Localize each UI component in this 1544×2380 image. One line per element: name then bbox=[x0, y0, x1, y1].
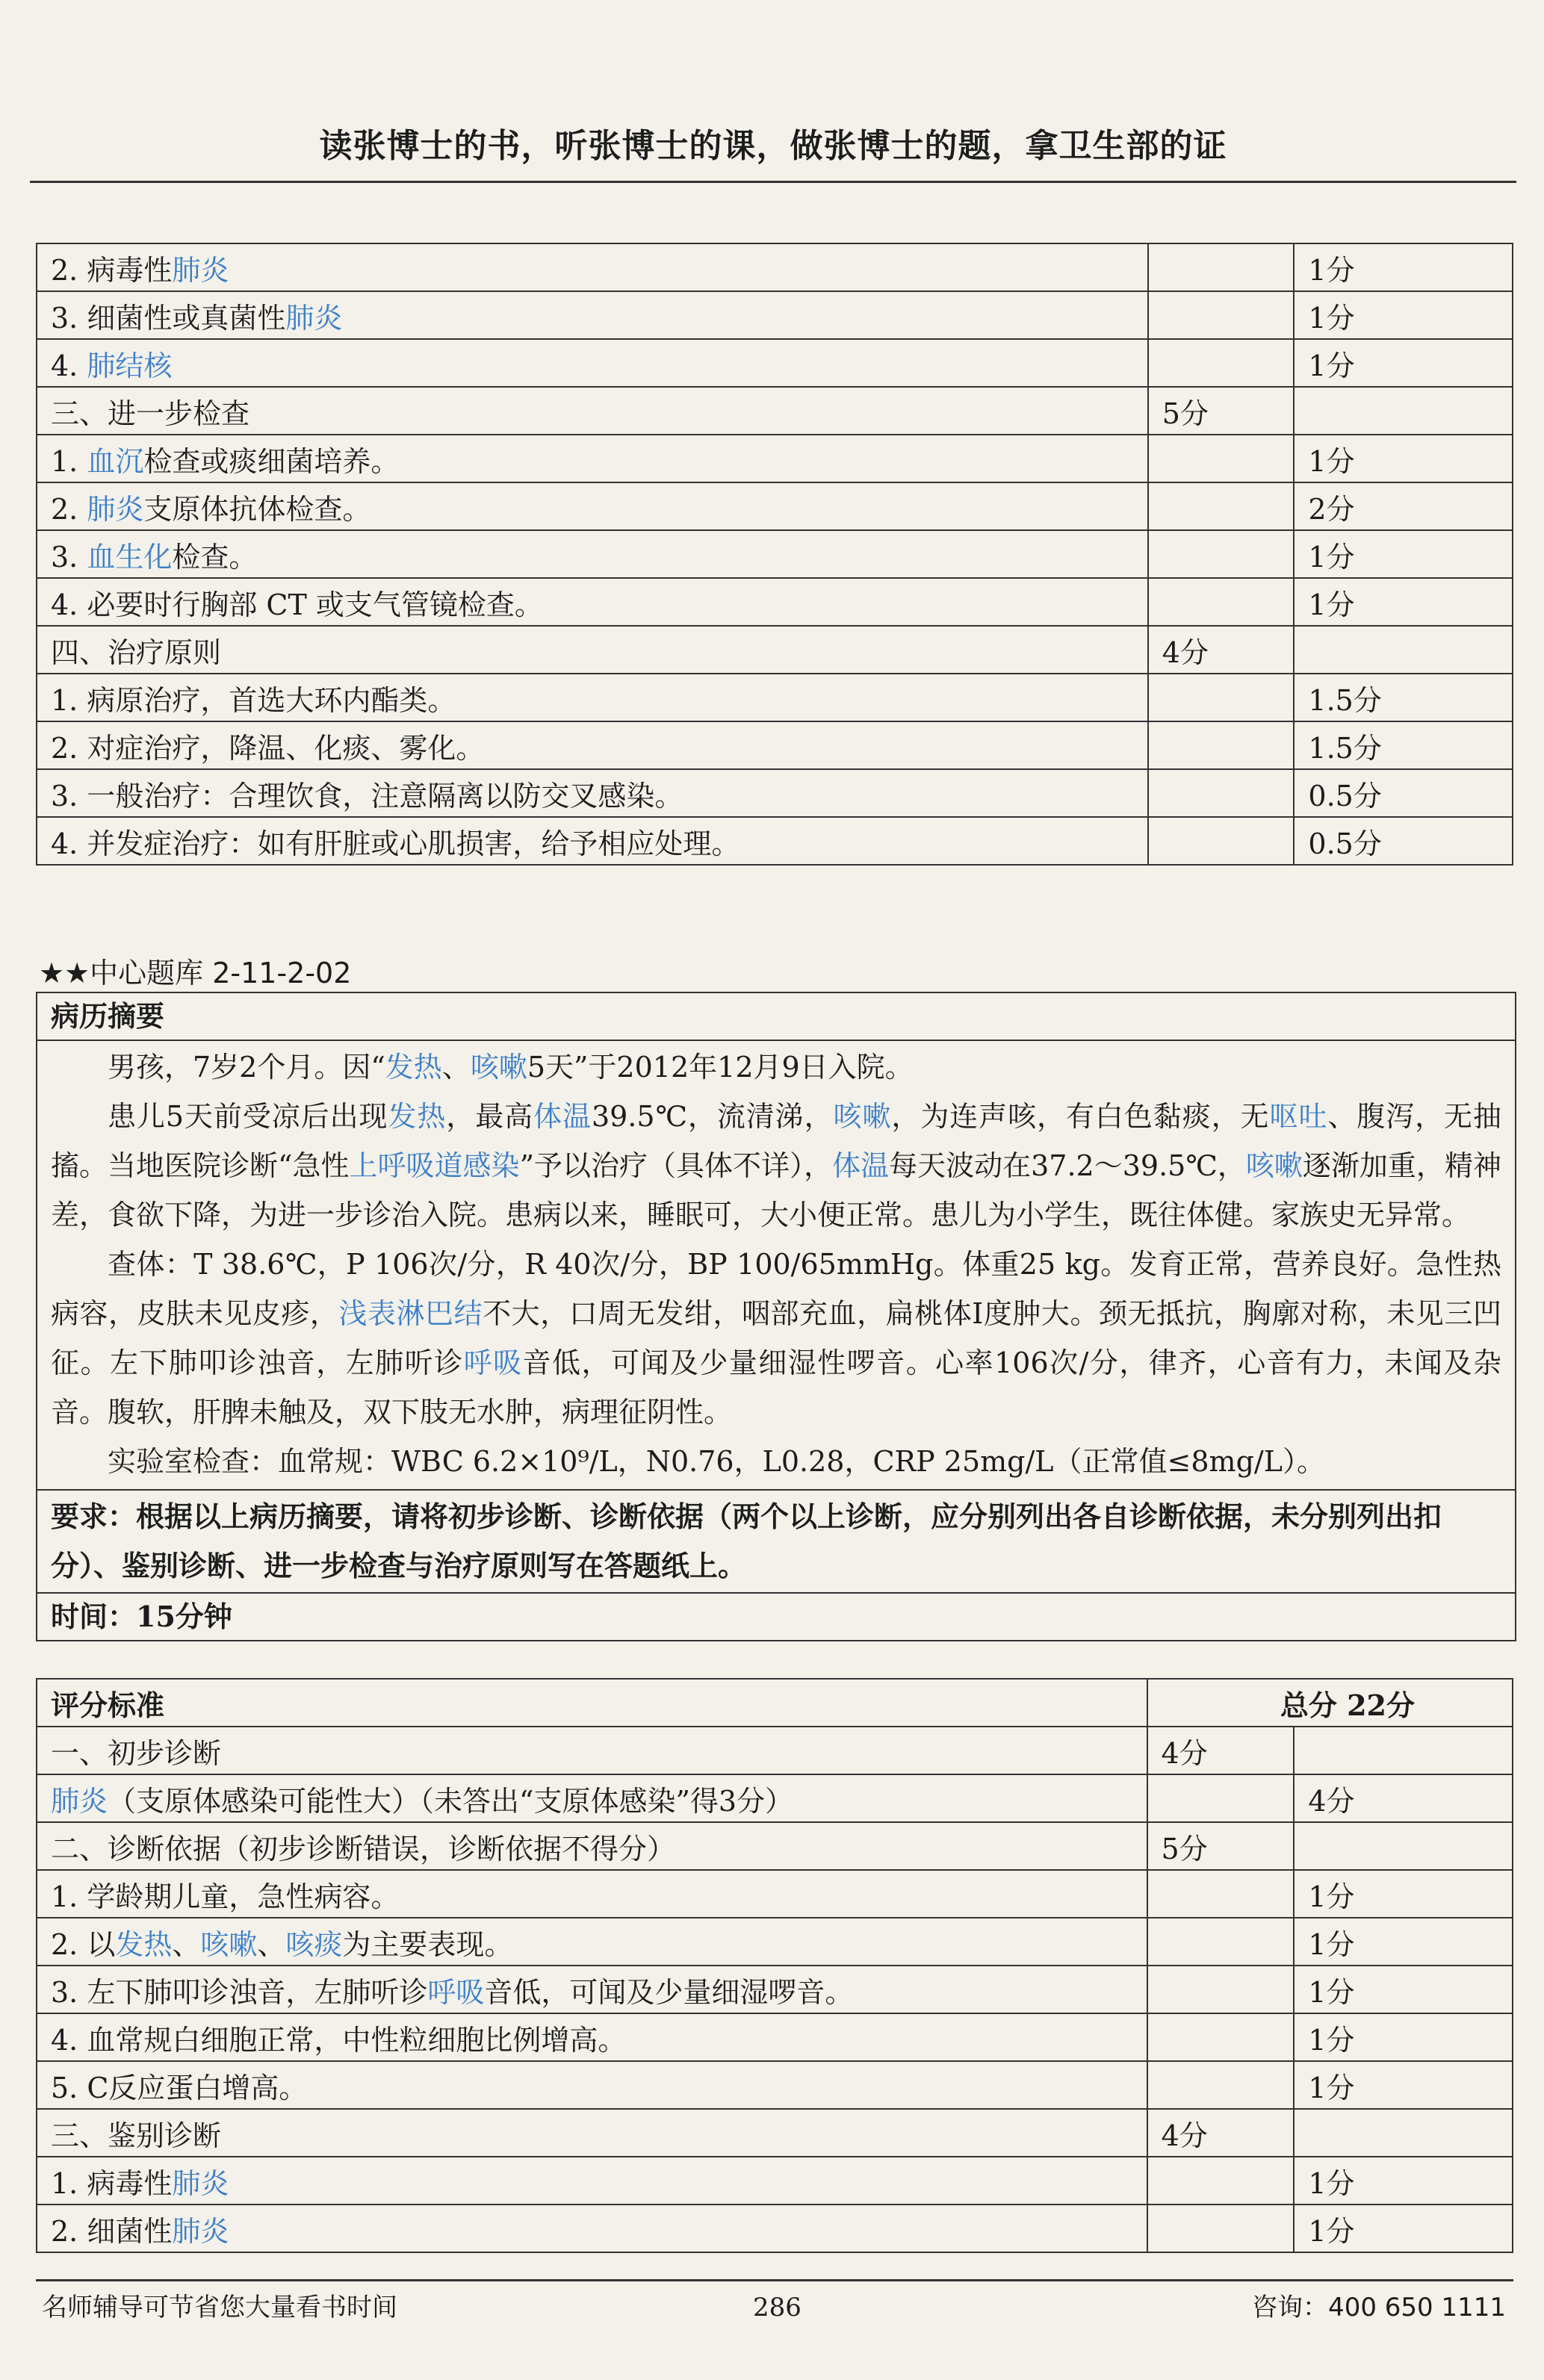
item-keyword: 肺炎 bbox=[172, 2214, 229, 2248]
table-row bbox=[37, 1870, 1513, 1918]
page-footer bbox=[36, 2279, 1513, 2334]
item-cell bbox=[37, 1918, 1147, 1966]
table-row bbox=[37, 243, 1513, 291]
table-row bbox=[37, 817, 1513, 865]
table-row bbox=[37, 1774, 1513, 1822]
case-text: 患儿5天前受凉后出现 bbox=[108, 1100, 388, 1133]
item-text: 2. bbox=[51, 492, 87, 526]
table-row bbox=[37, 578, 1513, 626]
item-score-cell bbox=[1294, 1727, 1513, 1774]
item-keyword: 呼吸 bbox=[427, 1975, 485, 2009]
case-keyword: 发热 bbox=[385, 1051, 442, 1084]
item-text: 三、鉴别诊断 bbox=[51, 2119, 222, 2152]
item-text: 评分标准 bbox=[51, 1688, 165, 1722]
item-cell bbox=[37, 1679, 1147, 1727]
table-row bbox=[37, 387, 1513, 435]
item-keyword: 肺炎 bbox=[172, 253, 229, 287]
question-bank-label: ★★中心题库 2-11-2-02 bbox=[39, 957, 352, 989]
item-score-cell: 1分 bbox=[1294, 2205, 1513, 2252]
section-score-cell bbox=[1148, 291, 1295, 339]
item-score-cell: 1分 bbox=[1294, 339, 1513, 387]
case-keyword: 体温 bbox=[832, 1149, 890, 1182]
item-score-cell: 2分 bbox=[1294, 482, 1513, 530]
table-row bbox=[37, 1727, 1513, 1774]
section-score-cell bbox=[1148, 674, 1295, 721]
section-score-cell bbox=[1147, 1966, 1295, 2013]
table-row bbox=[37, 530, 1513, 578]
section-score-cell bbox=[1148, 817, 1295, 865]
case-summary-body bbox=[37, 1041, 1515, 1489]
item-score-cell: 1分 bbox=[1294, 291, 1513, 339]
item-score-cell: 1分 bbox=[1294, 2061, 1513, 2109]
total-score-cell: 总分 22分 bbox=[1147, 1679, 1513, 1727]
item-text: 三、进一步检查 bbox=[51, 397, 250, 430]
item-text: 1. 学龄期儿童，急性病容。 bbox=[51, 1880, 400, 1913]
item-score-cell: 1分 bbox=[1294, 1966, 1513, 2013]
case-summary-title: 病历摘要 bbox=[37, 992, 1515, 1041]
case-text: 39.5℃，流清涕， bbox=[591, 1100, 834, 1133]
case-paragraph-1 bbox=[51, 1043, 1501, 1092]
case-text: 、 bbox=[441, 1051, 471, 1084]
table-row bbox=[37, 1679, 1513, 1727]
case-text: 、腹泻，无抽搐。当地医院诊断“急性 bbox=[51, 1100, 1501, 1182]
case-keyword: 呼吸 bbox=[463, 1346, 523, 1379]
item-score-cell: 1分 bbox=[1294, 1870, 1513, 1918]
item-keyword: 发热 bbox=[115, 1927, 173, 1961]
item-score-cell: 1分 bbox=[1294, 243, 1513, 291]
item-keyword: 肺结核 bbox=[87, 349, 173, 382]
case-keyword: 呕吐 bbox=[1269, 1100, 1328, 1133]
item-score-cell: 1分 bbox=[1294, 2157, 1513, 2205]
case-paragraph-2 bbox=[51, 1092, 1501, 1240]
item-cell bbox=[37, 1966, 1147, 2013]
item-text: 四、治疗原则 bbox=[51, 636, 222, 669]
item-score-cell: 0.5分 bbox=[1294, 817, 1513, 865]
item-cell bbox=[37, 2157, 1147, 2205]
case-text: ，最高 bbox=[446, 1100, 534, 1133]
table-row bbox=[37, 2205, 1513, 2252]
item-text: 为主要表现。 bbox=[342, 1927, 513, 1961]
table-row bbox=[37, 482, 1513, 530]
case-text: 查体：T 38.6℃，P 106次/分，R 40次/分，BP 100/65mmHg。体重25 kg。发育正常，营养良好。急性热病容，皮肤未见皮疹， bbox=[51, 1248, 1501, 1330]
page-header-title: 读张博士的书，听张博士的课，做张博士的题，拿卫生部的证 bbox=[30, 112, 1516, 183]
case-time-limit: 时间：15分钟 bbox=[37, 1594, 1515, 1641]
section-score-cell bbox=[1147, 1870, 1295, 1918]
item-keyword: 肺炎 bbox=[172, 2166, 229, 2200]
item-cell bbox=[37, 2109, 1147, 2157]
footer-slogan: 名师辅导可节省您大量看书时间 bbox=[42, 2293, 397, 2322]
case-keyword: 上呼吸道感染 bbox=[349, 1149, 520, 1182]
item-score-cell: 1分 bbox=[1294, 1918, 1513, 1966]
item-text: 1. 病毒性 bbox=[51, 2166, 173, 2200]
item-cell bbox=[37, 769, 1148, 817]
table-row bbox=[37, 2157, 1513, 2205]
item-cell bbox=[37, 721, 1148, 769]
item-keyword: 咳痰 bbox=[285, 1927, 343, 1961]
table-row bbox=[37, 769, 1513, 817]
case-text: 逐渐加重，精神差，食欲下降，为进一步诊治入院。患病以来，睡眠可，大小便正常。患儿为小学生，既往体健。家族史无异常。 bbox=[51, 1149, 1501, 1231]
item-keyword: 血生化 bbox=[87, 540, 173, 574]
item-text: 1. bbox=[51, 444, 87, 478]
section-score-cell bbox=[1147, 2205, 1295, 2252]
table-row bbox=[37, 291, 1513, 339]
item-score-cell: 1.5分 bbox=[1294, 674, 1513, 721]
section-score-cell: 4分 bbox=[1147, 2109, 1295, 2157]
case-text: ，为连声咳，有白色黏痰，无 bbox=[891, 1100, 1270, 1133]
section-score-cell bbox=[1147, 1918, 1295, 1966]
item-score-cell: 1.5分 bbox=[1294, 721, 1513, 769]
page-number: 286 bbox=[753, 2293, 802, 2322]
case-keyword: 咳嗽 bbox=[1245, 1149, 1303, 1182]
case-text: 音低，可闻及少量细湿性啰音。心率106次/分，律齐，心音有力，未闻及杂音。腹软，肝脾未触及，双下肢无水肿，病理征阴性。 bbox=[51, 1346, 1501, 1429]
item-keyword: 肺炎 bbox=[51, 1784, 108, 1818]
table-row bbox=[37, 1918, 1513, 1966]
section-score-cell: 5分 bbox=[1147, 1822, 1295, 1870]
case-keyword: 咳嗽 bbox=[470, 1051, 527, 1084]
case-section bbox=[36, 992, 1516, 1641]
item-cell bbox=[37, 1822, 1147, 1870]
item-text: 4. 并发症治疗：如有肝脏或心肌损害，给予相应处理。 bbox=[51, 827, 740, 860]
table-row bbox=[37, 2109, 1513, 2157]
item-keyword: 咳嗽 bbox=[200, 1927, 258, 1961]
section-score-cell bbox=[1148, 482, 1295, 530]
section-score-cell bbox=[1147, 1774, 1295, 1822]
case-paragraph-lab: 实验室检查：血常规：WBC 6.2×10⁹/L，N0.76，L0.28，CRP 25mg/L（正常值≤8mg/L）。 bbox=[108, 1445, 1325, 1478]
scoring-table-top bbox=[36, 243, 1513, 866]
item-text: 4. 必要时行胸部 CT 或支气管镜检查。 bbox=[51, 588, 543, 621]
section-score-cell bbox=[1148, 578, 1295, 626]
item-keyword: 血沉 bbox=[87, 444, 144, 478]
item-text: 2. 以 bbox=[51, 1927, 116, 1961]
case-text: 5天”于2012年12月9日入院。 bbox=[527, 1051, 914, 1084]
section-score-cell bbox=[1148, 721, 1295, 769]
item-cell bbox=[37, 1727, 1147, 1774]
section-score-cell bbox=[1147, 2157, 1295, 2205]
item-text: 4. 血常规白细胞正常，中性粒细胞比例增高。 bbox=[51, 2023, 627, 2057]
section-score-cell bbox=[1148, 243, 1295, 291]
item-text: （支原体感染可能性大）（未答出“支原体感染”得3分） bbox=[108, 1784, 794, 1818]
item-score-cell: 1分 bbox=[1294, 435, 1513, 482]
item-cell bbox=[37, 578, 1148, 626]
section-score-cell: 5分 bbox=[1148, 387, 1295, 435]
section-score-cell bbox=[1147, 2013, 1295, 2061]
item-score-cell bbox=[1294, 387, 1513, 435]
item-score-cell: 1分 bbox=[1294, 2013, 1513, 2061]
item-text: 支原体抗体检查。 bbox=[143, 492, 371, 526]
section-score-cell: 4分 bbox=[1148, 626, 1295, 674]
item-text: 一、初步诊断 bbox=[51, 1736, 222, 1770]
item-cell bbox=[37, 435, 1148, 482]
item-text: 音低，可闻及少量细湿啰音。 bbox=[484, 1975, 854, 2009]
item-text: 3. 左下肺叩诊浊音，左肺听诊 bbox=[51, 1975, 428, 2009]
item-cell bbox=[37, 482, 1148, 530]
item-cell bbox=[37, 530, 1148, 578]
item-text: 检查。 bbox=[172, 540, 258, 574]
item-cell bbox=[37, 817, 1148, 865]
item-score-cell: 1分 bbox=[1294, 578, 1513, 626]
item-cell bbox=[37, 243, 1148, 291]
item-cell bbox=[37, 626, 1148, 674]
case-paragraph-3 bbox=[51, 1240, 1501, 1437]
item-text: 5. C反应蛋白增高。 bbox=[51, 2071, 308, 2104]
item-cell bbox=[37, 2205, 1147, 2252]
item-text: 2. 对症治疗，降温、化痰、雾化。 bbox=[51, 731, 485, 765]
case-text: 不大，口周无发绀，咽部充血，扁桃体Ⅰ度肿大。颈无抵抗，胸廓对称，未见三凹征。左下肺叩诊浊音，左肺听诊 bbox=[51, 1297, 1501, 1379]
table-row bbox=[37, 339, 1513, 387]
item-score-cell bbox=[1294, 2109, 1513, 2157]
item-text: 1. 病原治疗，首选大环内酯类。 bbox=[51, 683, 456, 717]
case-text: 每天波动在37.2～39.5℃， bbox=[889, 1149, 1246, 1182]
item-text: 3. 细菌性或真菌性 bbox=[51, 301, 286, 335]
section-score-cell bbox=[1147, 2061, 1295, 2109]
item-text: 二、诊断依据（初步诊断错误，诊断依据不得分） bbox=[51, 1832, 676, 1865]
table-row bbox=[37, 435, 1513, 482]
item-score-cell: 1分 bbox=[1294, 530, 1513, 578]
case-requirement: 要求：根据以上病历摘要，请将初步诊断、诊断依据（两个以上诊断，应分别列出各自诊断依据，未分别列出扣分）、鉴别诊断、进一步检查与治疗原则写在答题纸上。 bbox=[37, 1489, 1515, 1594]
scoring-table-bottom bbox=[36, 1678, 1513, 2253]
item-text: 2. 病毒性 bbox=[51, 253, 173, 287]
item-score-cell bbox=[1294, 626, 1513, 674]
item-keyword: 肺炎 bbox=[285, 301, 343, 335]
table-row bbox=[37, 1966, 1513, 2013]
table-row bbox=[37, 626, 1513, 674]
item-text: 4. bbox=[51, 349, 87, 382]
item-score-cell bbox=[1294, 1822, 1513, 1870]
case-text: ”予以治疗（具体不详）， bbox=[519, 1149, 833, 1182]
case-keyword: 浅表淋巴结 bbox=[338, 1297, 483, 1330]
table-row bbox=[37, 674, 1513, 721]
item-text: 、 bbox=[257, 1927, 286, 1961]
item-score-cell: 4分 bbox=[1294, 1774, 1513, 1822]
case-keyword: 体温 bbox=[533, 1100, 592, 1133]
item-keyword: 肺炎 bbox=[87, 492, 144, 526]
section-score-cell bbox=[1148, 339, 1295, 387]
item-text: 3. 一般治疗：合理饮食，注意隔离以防交叉感染。 bbox=[51, 779, 683, 813]
section-score-cell bbox=[1148, 769, 1295, 817]
case-keyword: 咳嗽 bbox=[833, 1100, 892, 1133]
item-text: 、 bbox=[172, 1927, 201, 1961]
case-keyword: 发热 bbox=[388, 1100, 447, 1133]
section-score-cell: 4分 bbox=[1147, 1727, 1295, 1774]
item-cell bbox=[37, 2013, 1147, 2061]
item-cell bbox=[37, 1870, 1147, 1918]
item-text: 检查或痰细菌培养。 bbox=[143, 444, 400, 478]
item-cell bbox=[37, 1774, 1147, 1822]
item-cell bbox=[37, 291, 1148, 339]
footer-contact: 咨询：400 650 1111 bbox=[1252, 2293, 1506, 2322]
case-text: 男孩，7岁2个月。因“ bbox=[108, 1051, 385, 1084]
section-score-cell bbox=[1148, 530, 1295, 578]
item-text: 2. 细菌性 bbox=[51, 2214, 173, 2248]
item-score-cell: 0.5分 bbox=[1294, 769, 1513, 817]
item-cell bbox=[37, 674, 1148, 721]
item-text: 3. bbox=[51, 540, 87, 574]
table-row bbox=[37, 721, 1513, 769]
item-cell bbox=[37, 339, 1148, 387]
section-score-cell bbox=[1148, 435, 1295, 482]
item-cell bbox=[37, 2061, 1147, 2109]
table-row bbox=[37, 2013, 1513, 2061]
table-row bbox=[37, 1822, 1513, 1870]
table-row bbox=[37, 2061, 1513, 2109]
item-cell bbox=[37, 387, 1148, 435]
